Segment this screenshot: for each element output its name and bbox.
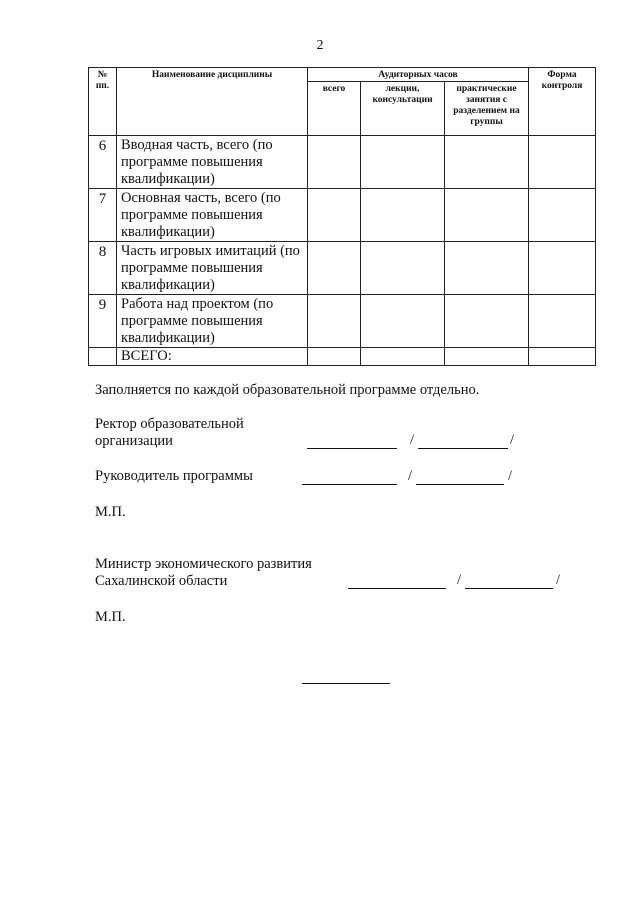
row-number: 6: [89, 136, 117, 189]
fill-note: Заполняется по каждой образовательной программе отдельно.: [95, 382, 480, 398]
cell-practical: [445, 295, 529, 348]
rector-title-line1: Ректор образовательной: [95, 416, 244, 432]
header-total: всего: [308, 82, 361, 136]
minister-title-line1: Министр экономического развития: [95, 556, 312, 572]
cell-lectures: [361, 242, 445, 295]
program-head-slash-close: /: [508, 468, 513, 484]
rector-name-line: [418, 448, 508, 449]
cell-practical: [445, 189, 529, 242]
cell-lectures: [361, 189, 445, 242]
seal-mark-1: М.П.: [95, 504, 126, 520]
row-number: 9: [89, 295, 117, 348]
program-head-signature-line: [302, 484, 397, 485]
total-label: ВСЕГО:: [117, 348, 308, 366]
cell-practical: [445, 242, 529, 295]
table-row: [89, 295, 596, 348]
cell-total: [308, 189, 361, 242]
program-head-name-line: [416, 484, 504, 485]
minister-slash-close: /: [556, 572, 561, 588]
program-head-slash-open: /: [408, 468, 413, 484]
row-discipline: Работа над проектом (по программе повышения квалификации): [117, 295, 308, 348]
rector-slash-open: /: [410, 432, 415, 448]
table-row: [89, 136, 596, 189]
row-number: 7: [89, 189, 117, 242]
page-number: 2: [316, 38, 324, 53]
seal-mark-2: М.П.: [95, 609, 126, 625]
minister-name-line: [465, 588, 553, 589]
cell-lectures: [361, 136, 445, 189]
total-row: [89, 348, 596, 366]
minister-title: [95, 556, 312, 590]
rector-signature-line: [307, 448, 397, 449]
cell-total: [308, 136, 361, 189]
cell-total: [308, 295, 361, 348]
minister-title-line2: Сахалинской области: [95, 573, 228, 589]
cell-control-form: [529, 189, 596, 242]
header-auditory-hours: Аудиторных часов: [308, 68, 529, 82]
total-number-cell: [89, 348, 117, 366]
minister-slash-open: /: [457, 572, 462, 588]
cell-total: [308, 242, 361, 295]
row-number: 8: [89, 242, 117, 295]
header-practical: практические занятия с разделением на группы: [445, 82, 529, 136]
rector-slash-close: /: [510, 432, 515, 448]
rector-title-line2: организации: [95, 433, 173, 449]
cell-total: [308, 348, 361, 366]
header-discipline: Наименование дисциплины: [117, 68, 308, 136]
disciplines-table: [88, 67, 596, 366]
cell-practical: [445, 348, 529, 366]
cell-control-form: [529, 242, 596, 295]
rector-title: [95, 416, 244, 450]
cell-lectures: [361, 348, 445, 366]
cell-control-form: [529, 295, 596, 348]
row-discipline: Часть игровых имитаций (по программе повышения квалификации): [117, 242, 308, 295]
cell-control-form: [529, 348, 596, 366]
cell-control-form: [529, 136, 596, 189]
end-rule: [302, 683, 390, 684]
minister-signature-line: [348, 588, 446, 589]
row-discipline: Основная часть, всего (по программе повышения квалификации): [117, 189, 308, 242]
table-row: [89, 242, 596, 295]
table-row: [89, 189, 596, 242]
cell-lectures: [361, 295, 445, 348]
program-head-title: Руководитель программы: [95, 468, 253, 484]
header-number: № пп.: [89, 68, 117, 136]
header-lectures: лекции, консультации: [361, 82, 445, 136]
row-discipline: Вводная часть, всего (по программе повышения квалификации): [117, 136, 308, 189]
cell-practical: [445, 136, 529, 189]
header-control-form: Форма контроля: [529, 68, 596, 136]
